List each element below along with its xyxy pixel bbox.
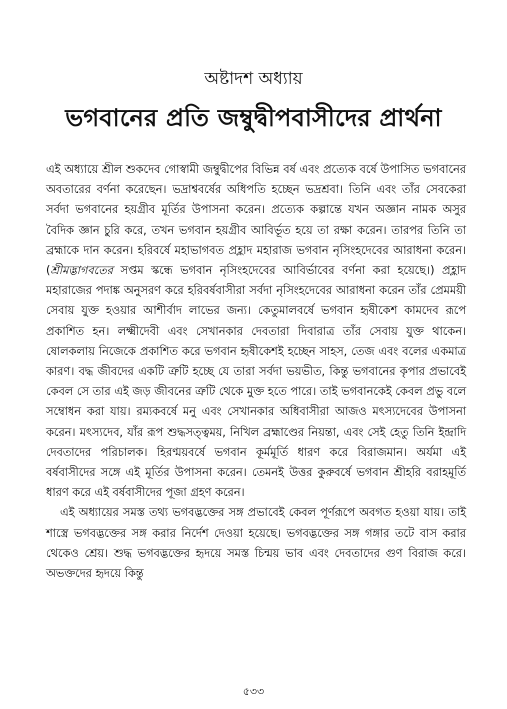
paragraph-1-text-b: সপ্তম স্কন্ধে ভগবান নৃসিংহদেবের আবির্ভাবের বর্ণনা করা হয়েছে।) প্রহ্লাদ মহারাজের পদাঙ্ক অনুসরণ করে হরিবর্ষবাসীরা সর্বদা নৃসিংহদেবের আরাধনা করেন তাঁর প্রেমময়ী সেবায় যুক্ত হওয়ার আশীর্বাদ লাভের জন্য। কেতুমালবর্ষে ভগবান হৃষীকেশ কামদেব রূপে প্রকাশিত হন। লক্ষ্মীদেবী এবং সেখানকার দেবতারা দিবারাত্র তাঁর সেবায় যুক্ত থাকেন। ষোলকলায় নিজেকে প্রকাশিত করে ভগবান হৃষীকেশই হচ্ছেন সাহস, তেজ এবং বলের একমাত্র কারণ। বদ্ধ জীবদের একটি ত্রুটি হচ্ছে যে তারা সর্বদা ভয়ভীত, কিন্তু ভগবানের কৃপার প্রভাবেই কেবল সে তার এই জড় জীবনের ত্রুটি থেকে মুক্ত হতে পারে। তাই ভগবানকেই কেবল প্রভু বলে সম্বোধন করা যায়। রম্যকবর্ষে মনু এবং সেখানকার অধিবাসীরা আজও মৎস্যদেবের উপাসনা করেন। মৎস্যদেব, যাঁর রূপ শুদ্ধসত্ত্বময়, নিখিল ব্রহ্মাণ্ডের নিয়ন্তা, এবং সেই হেতু তিনি ইন্দ্রাদি দেবতাদের পরিচালক। হিরণ্ময়বর্ষে ভগবান কূর্মমূর্তি ধারণ করে বিরাজমান। অর্যমা এই বর্ষবাসীদের সঙ্গে এই মূর্তির উপাসনা করেন। তেমনই উত্তর কুরুবর্ষে ভগবান শ্রীহরি বরাহমূর্তি ধারণ করে এই বর্ষবাসীদের পূজা গ্রহণ করেন। (46, 264, 466, 500)
paragraph-1 (46, 160, 466, 503)
page-number: ৫৩৩ (242, 685, 265, 698)
chapter-number: অষ্টাদশ অধ্যায় (204, 69, 303, 89)
chapter-title: ভগবানের প্রতি জম্বুদ্বীপবাসীদের প্রার্থনা (65, 104, 442, 132)
book-reference: শ্রীমদ্ভাগবতের (50, 264, 113, 278)
paragraph-1-text-a: এই অধ্যায়ে শ্রীল শুকদেব গোস্বামী জম্বুদ্বীপের বিভিন্ন বর্ষ এবং প্রত্যেক বর্ষে উপাসিত ভগবানের অবতারের বর্ণনা করেছেন। ভদ্রাশ্ববর্ষের অধিপতি হচ্ছেন ভদ্রশ্রবা। তিনি এবং তাঁর সেবকেরা সর্বদা ভগবানের হয়গ্রীব মূর্তির উপাসনা করেন। প্রত্যেক কল্পান্তে যখন অজ্ঞান নামক অসুর বৈদিক জ্ঞান চুরি করে, তখন ভগবান হয়গ্রীব আবির্ভূত হয়ে তা রক্ষা করেন। তারপর তিনি তা ব্রহ্মাকে দান করেন। হরিবর্ষে মহাভাগবত প্রহ্লাদ মহারাজ ভগবান নৃসিংহদেবের আরাধনা করেন। ( (46, 163, 466, 278)
paragraph-2: এই অধ্যায়ের সমস্ত তথ্য ভগবদ্ভক্তের সঙ্গ প্রভাবেই কেবল পূর্ণরূপে অবগত হওয়া যায়। তাই শাস্ত্রে ভগবদ্ভক্তের সঙ্গ করার নির্দেশ দেওয়া হয়েছে। ভগবদ্ভক্তের সঙ্গ গঙ্গার তটে বাস করার থেকেও শ্রেয়। শুদ্ধ ভগবদ্ভক্তের হৃদয়ে সমস্ত চিন্ময় ভাব এবং দেবতাদের গুণ বিরাজ করে। অভক্তদের হৃদয়ে কিন্তু (46, 506, 466, 581)
chapter-summary (46, 160, 466, 584)
